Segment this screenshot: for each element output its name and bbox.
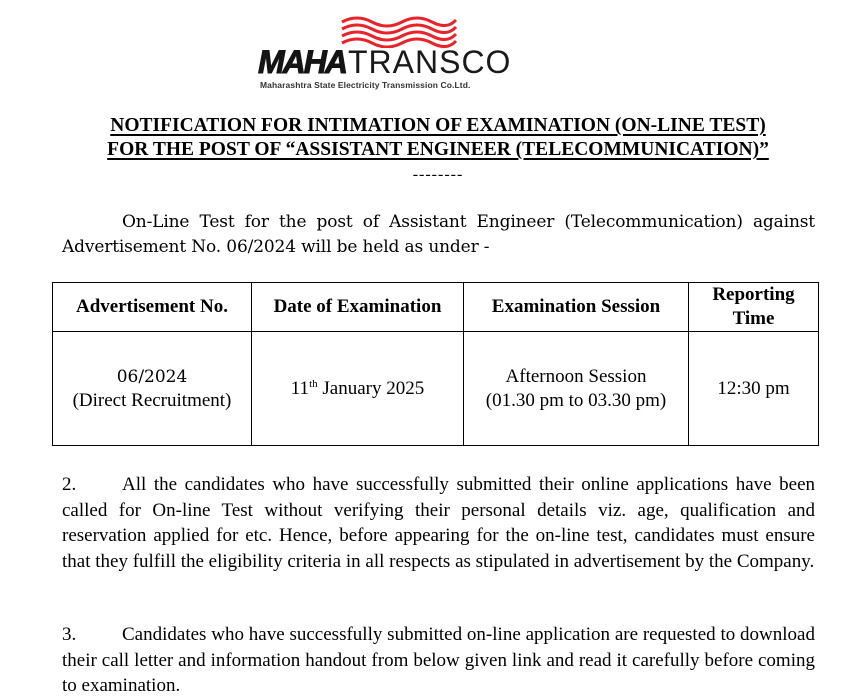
- paragraph-text: All the candidates who have successfully submitted their online applications have been called for On-line Test without verifying their personal details viz. age, qualification and reservation applied for etc. Hence, before appearing for the on-line test, candidates must ensure that they fulfill the eligibility criteria in all respects as stipulated in advertisement by the Company.: [62, 474, 815, 572]
- table-row: [53, 332, 819, 446]
- notification-title-line2: FOR THE POST OF “ASSISTANT ENGINEER (TELECOMMUNICATION)”: [107, 139, 769, 160]
- recruitment-type: (Direct Recruitment): [72, 389, 232, 411]
- transmission-waves-icon: [338, 14, 458, 48]
- cell-examination-session: [464, 332, 689, 446]
- paragraph-number: 2.: [62, 474, 77, 495]
- exam-date-rest: January 2025: [317, 377, 425, 399]
- paragraph-3: [62, 622, 815, 699]
- logo-subtitle: Maharashtra State Electricity Transmission Co.Ltd.: [260, 80, 471, 90]
- cell-date-of-examination: [252, 332, 464, 446]
- paragraph-number: 3.: [62, 624, 77, 645]
- intro-paragraph: [62, 210, 815, 259]
- exam-date-suffix: th: [309, 377, 318, 390]
- logo-maha-text: MAHA: [258, 44, 346, 80]
- header-reporting-time: Reporting Time: [689, 283, 819, 332]
- session-name: Afternoon Session: [505, 365, 647, 387]
- paragraph-2: [62, 472, 815, 574]
- exam-date-day: 11: [290, 377, 310, 399]
- header-examination-session: Examination Session: [464, 283, 689, 332]
- logo-wordmark: [258, 46, 511, 78]
- logo-transco-text: TRANSCO: [347, 44, 512, 80]
- header-date-of-examination: Date of Examination: [252, 283, 464, 332]
- mahatransco-logo: [258, 14, 614, 90]
- header-advertisement-no: Advertisement No.: [53, 283, 252, 332]
- table-header-row: [53, 283, 819, 332]
- notification-title-line1: NOTIFICATION FOR INTIMATION OF EXAMINATION (ON-LINE TEST): [110, 115, 766, 136]
- session-time: (01.30 pm to 03.30 pm): [485, 389, 667, 411]
- advertisement-number: 06/2024: [116, 366, 188, 387]
- cell-advertisement-no: [53, 332, 252, 446]
- cell-reporting-time: 12:30 pm: [689, 332, 819, 446]
- intro-text: On-Line Test for the post of Assistant Engineer (Telecommunication) against Advertisement No. 06/2024 will be held as under -: [62, 212, 815, 257]
- title-separator: --------: [412, 166, 464, 183]
- paragraph-text: Candidates who have successfully submitted on-line application are requested to download their call letter and information handout from below given link and read it carefully before coming to examination.: [62, 624, 815, 696]
- examination-schedule-table: [52, 282, 819, 446]
